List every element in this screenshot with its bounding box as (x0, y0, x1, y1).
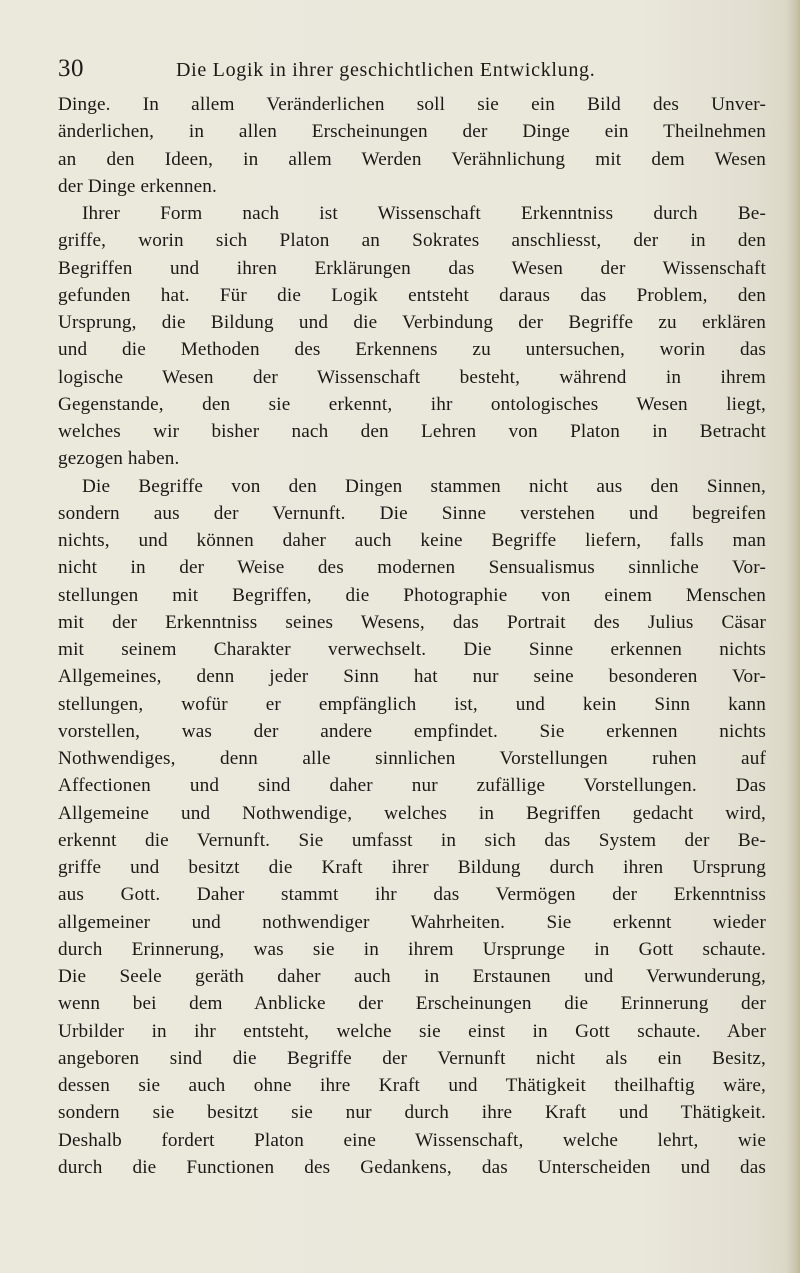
text-line: griffe und besitzt die Kraft ihrer Bildung durch ihren Ursprung (58, 857, 766, 878)
text-line: Ursprung, die Bildung und die Verbindung der Begriffe zu erklären (58, 312, 766, 333)
text-line: änderlichen, in allen Erscheinungen der Dinge ein Theilnehmen (58, 121, 766, 143)
text-line: mit der Erkenntniss seines Wesens, das Portrait des Julius Cäsar (58, 611, 766, 633)
text-line: Allgemeines, denn jeder Sinn hat nur seine besonderen Vor- (58, 666, 766, 688)
text-line: wenn bei dem Anblicke der Erscheinungen die Erinnerung der (58, 993, 766, 1015)
text-line: Nothwendiges, denn alle sinnlichen Vorstellungen ruhen auf (58, 748, 766, 769)
text-line: vorstellen, was der andere empfindet. Sie erkennen nichts (58, 720, 766, 742)
text-line: Ihrer Form nach ist Wissenschaft Erkenntniss durch Be- (82, 203, 766, 224)
text-line: angeboren sind die Begriffe der Vernunft nicht als ein Besitz, (58, 1047, 766, 1069)
text-line: Die Begriffe von den Dingen stammen nicht aus den Sinnen, (82, 475, 766, 497)
text-line: sondern sie besitzt sie nur durch ihre Kraft und Thätigkeit. (58, 1102, 766, 1124)
text-line: durch Erinnerung, was sie in ihrem Ursprunge in Gott schaute. (58, 938, 766, 960)
text-line: gezogen haben. (58, 448, 180, 470)
text-line: gefunden hat. Für die Logik entsteht daraus das Problem, den (58, 284, 766, 306)
text-line: dessen sie auch ohne ihre Kraft und Thätigkeit theilhaftig wäre, (58, 1075, 766, 1096)
text-line: aus Gott. Daher stammt ihr das Vermögen der Erkenntniss (58, 884, 766, 906)
text-line: Begriffen und ihren Erklärungen das Wesen der Wissenschaft (58, 257, 766, 279)
text-line: Dinge. In allem Veränderlichen soll sie ein Bild des Unver- (58, 94, 766, 115)
text-line: erkennt die Vernunft. Sie umfasst in sich das System der Be- (58, 829, 766, 851)
text-line: sondern aus der Vernunft. Die Sinne verstehen und begreifen (58, 502, 766, 524)
text-line: der Dinge erkennen. (58, 175, 217, 197)
text-line: stellungen, wofür er empfänglich ist, und kein Sinn kann (58, 693, 766, 715)
text-line: allgemeiner und nothwendiger Wahrheiten. Sie erkennt wieder (58, 911, 766, 933)
text-line: Die Seele geräth daher auch in Erstaunen und Verwunderung, (58, 966, 766, 987)
text-line: durch die Functionen des Gedankens, das Unterscheiden und das (58, 1156, 766, 1178)
text-line: nicht in der Weise des modernen Sensualismus sinnliche Vor- (58, 557, 766, 579)
page-number: 30 (58, 55, 84, 82)
text-line: und die Methoden des Erkennens zu untersuchen, worin das (58, 339, 766, 361)
body-text (58, 91, 766, 1181)
text-line: griffe, worin sich Platon an Sokrates anschliesst, der in den (58, 230, 766, 252)
running-head: Die Logik in ihrer geschichtlichen Entwicklung. (176, 59, 596, 81)
text-line: Allgemeine und Nothwendige, welches in Begriffen gedacht wird, (58, 802, 766, 824)
text-line: Gegenstande, den sie erkennt, ihr ontologisches Wesen liegt, (58, 393, 766, 415)
text-line: logische Wesen der Wissenschaft besteht, während in ihrem (58, 366, 766, 388)
text-line: welches wir bisher nach den Lehren von Platon in Betracht (58, 421, 766, 442)
page-header (58, 54, 758, 88)
page-edge-shadow (786, 0, 800, 1273)
text-line: Deshalb fordert Platon eine Wissenschaft, welche lehrt, wie (58, 1129, 766, 1151)
text-line: nichts, und können daher auch keine Begriffe liefern, falls man (58, 530, 766, 551)
text-line: Affectionen und sind daher nur zufällige Vorstellungen. Das (58, 775, 766, 797)
text-line: mit seinem Charakter verwechselt. Die Sinne erkennen nichts (58, 639, 766, 660)
text-line: Urbilder in ihr entsteht, welche sie einst in Gott schaute. Aber (58, 1020, 766, 1042)
text-line: an den Ideen, in allem Werden Verähnlichung mit dem Wesen (58, 148, 766, 170)
text-line: stellungen mit Begriffen, die Photographie von einem Menschen (58, 584, 766, 606)
